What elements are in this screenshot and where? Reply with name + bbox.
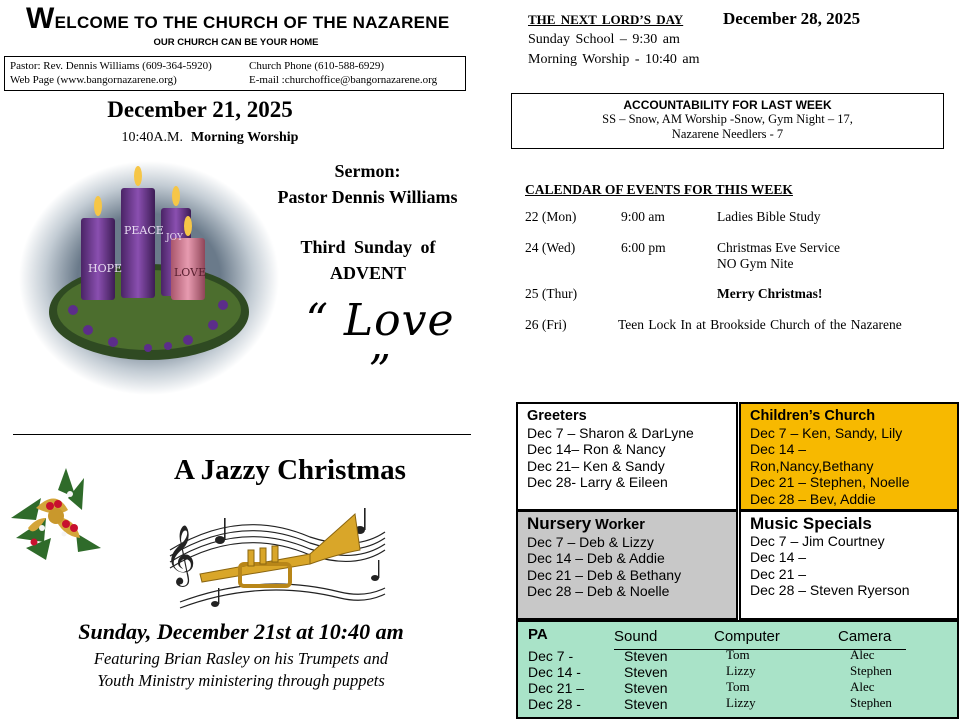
calendar-day: 26 (Fri)	[525, 317, 567, 332]
accountability-box	[511, 93, 944, 149]
service-date: December 21, 2025	[107, 97, 293, 122]
pa-sound: Steven	[624, 696, 668, 712]
calendar-day: 24 (Wed)	[525, 240, 576, 255]
pa-date: Dec 21 –	[528, 680, 585, 696]
nursery-box	[516, 510, 738, 620]
music-special-line: Dec 21 –	[750, 565, 807, 582]
section-divider	[13, 434, 471, 435]
candle-word-hope: HOPE	[88, 262, 123, 275]
sermon-preacher: Pastor Dennis Williams	[277, 187, 458, 207]
calendar-time: 6:00 pm	[621, 240, 666, 255]
calendar-event-name: Teen Lock In at Brookside Church of the Nazarene	[618, 317, 902, 332]
pa-sound: Steven	[624, 664, 668, 680]
pa-camera: Alec	[850, 679, 875, 694]
greeters-box	[516, 402, 738, 511]
calendar-event	[525, 240, 945, 276]
svg-text:𝄞: 𝄞	[165, 525, 196, 585]
service-type: Morning Worship	[190, 130, 299, 145]
candle-word-love: LOVE	[174, 266, 207, 279]
pa-computer: Lizzy	[726, 695, 756, 710]
calendar-event	[525, 209, 945, 227]
candle-word-joy: JOY	[166, 233, 183, 243]
welcome-heading	[26, 2, 450, 36]
holly-ornament-icon	[6, 458, 106, 564]
pa-computer: Lizzy	[726, 663, 756, 678]
music-specials-box	[739, 510, 959, 620]
pa-header-computer: Computer	[714, 628, 780, 645]
sermon-label: Sermon:	[334, 161, 401, 181]
greeters-title: Greeters	[527, 408, 587, 424]
church-phone: Church Phone (610-588-6929)	[249, 60, 385, 72]
childrens-church-line: Dec 14 –	[750, 441, 807, 457]
welcome-initial: W	[26, 2, 55, 35]
accountability-title: ACCOUNTABILITY FOR LAST WEEK	[623, 98, 832, 112]
childrens-church-line: Dec 28 – Bev, Addie	[750, 490, 876, 507]
pa-sound: Steven	[624, 648, 668, 664]
nursery-line: Dec 21 – Deb & Bethany	[527, 566, 682, 583]
web-page: Web Page (www.bangornazarene.org)	[10, 74, 177, 86]
calendar-event-name: Christmas Eve Service	[717, 240, 840, 255]
pa-date: Dec 7 -	[528, 648, 574, 664]
event-title: A Jazzy Christmas	[174, 454, 406, 486]
nursery-title: Nursery	[527, 514, 592, 533]
childrens-church-line: Dec 21 – Stephen, Noelle	[750, 474, 910, 490]
trumpet-music-icon	[160, 492, 390, 618]
service-time-line	[0, 130, 420, 146]
greeter-line: Dec 14– Ron & Nancy	[527, 441, 666, 457]
music-specials-title: Music Specials	[750, 514, 872, 533]
event-description-1: Featuring Brian Rasley on his Trumpets and	[93, 649, 389, 668]
pa-header-camera: Camera	[838, 628, 892, 645]
contact-box	[4, 56, 466, 91]
pa-computer: Tom	[726, 679, 750, 694]
welcome-rest: ELCOME TO THE CHURCH OF THE NAZARENE	[54, 13, 450, 32]
greeter-line: Dec 28- Larry & Eileen	[527, 474, 668, 490]
next-morning-worship: Morning Worship - 10:40 am	[528, 52, 700, 67]
music-special-line: Dec 14 –	[750, 549, 807, 565]
next-lords-day-label: THE NEXT LORD’S DAY	[528, 12, 684, 27]
pa-date: Dec 28 -	[528, 696, 581, 712]
pa-camera: Stephen	[850, 663, 892, 678]
email: E-mail :churchoffice@bangornazarene.org	[249, 74, 438, 86]
accountability-line-2: Nazarene Needlers - 7	[671, 127, 784, 141]
calendar-day: 25 (Thur)	[525, 286, 578, 301]
accountability-line-1: SS – Snow, AM Worship -Snow, Gym Night – 17,	[602, 112, 853, 126]
childrens-church-box	[739, 402, 959, 511]
calendar-event	[525, 286, 945, 304]
event-description-2: Youth Ministry ministering through puppets	[97, 671, 385, 690]
pa-camera: Stephen	[850, 695, 892, 710]
pa-camera: Alec	[850, 647, 875, 662]
calendar-day: 22 (Mon)	[525, 209, 577, 224]
calendar-event-name: Ladies Bible Study	[717, 209, 821, 224]
greeter-line: Dec 7 – Sharon & DarLyne	[527, 424, 694, 441]
childrens-church-line: Ron,Nancy,Bethany	[750, 457, 874, 474]
pa-computer: Tom	[726, 647, 750, 662]
calendar-event-name: Merry Christmas!	[717, 286, 823, 301]
candle-word-peace: PEACE	[124, 224, 164, 237]
pa-title: PA	[528, 626, 548, 643]
greeter-line: Dec 21– Ken & Sandy	[527, 457, 665, 474]
nursery-line: Dec 7 – Deb & Lizzy	[527, 533, 654, 550]
calendar-title: CALENDAR OF EVENTS FOR THIS WEEK	[525, 182, 793, 197]
advent-wreath-image	[18, 160, 280, 396]
childrens-church-title: Children’s Church	[750, 408, 876, 424]
pa-sound: Steven	[624, 680, 668, 696]
music-special-line: Dec 7 – Jim Courtney	[750, 532, 885, 549]
calendar-event	[525, 317, 950, 335]
sermon-theme: “ Love ”	[305, 295, 455, 397]
tagline: OUR CHURCH CAN BE YOUR HOME	[153, 37, 319, 48]
pa-box	[516, 620, 959, 719]
next-lords-day-date: December 28, 2025	[723, 9, 861, 28]
next-sunday-school: Sunday School – 9:30 am	[528, 32, 680, 47]
nursery-title-suffix: Worker	[595, 517, 645, 533]
calendar-event-note: NO Gym Nite	[717, 256, 794, 271]
childrens-church-line: Dec 7 – Ken, Sandy, Lily	[750, 424, 903, 441]
pastor-contact: Pastor: Rev. Dennis Williams (609-364-5920)	[10, 60, 212, 72]
pa-date: Dec 14 -	[528, 664, 581, 680]
event-date: Sunday, December 21st at 10:40 am	[78, 619, 404, 644]
occasion-line-1: Third Sunday of	[300, 237, 436, 257]
nursery-line: Dec 28 – Deb & Noelle	[527, 583, 670, 599]
occasion-line-2: ADVENT	[329, 263, 406, 283]
music-special-line: Dec 28 – Steven Ryerson	[750, 582, 910, 598]
nursery-line: Dec 14 – Deb & Addie	[527, 550, 665, 566]
service-time: 10:40A.M.	[121, 130, 183, 145]
calendar-time: 9:00 am	[621, 209, 665, 224]
pa-header-sound: Sound	[614, 628, 658, 645]
